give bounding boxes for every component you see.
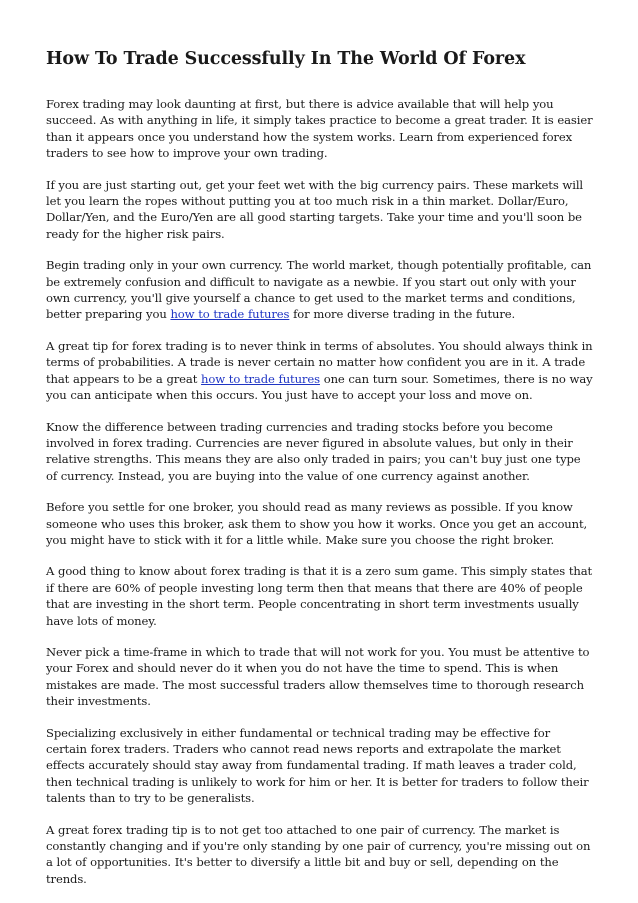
page-title: How To Trade Successfully In The World Of Forex — [46, 49, 526, 69]
paragraph-1: Forex trading may look daunting at first, but there is advice available that will help you succeed. As with anything in life, it simply takes practice to become a great trader. It is easier than it appears once you understand how the system works. Learn from experienced forex traders to see how to improve your own trading. — [46, 97, 593, 161]
paragraph-4 — [46, 338, 594, 404]
paragraph-5: Know the difference between trading currencies and trading stocks before you become involved in forex trading. Currencies are never figured in absolute values, but only in their relative strengths. This means they are also only traded in pairs; you can't buy just one type of currency. Instead, you are buying into the value of one currency against another. — [46, 419, 581, 483]
paragraph-3-text-before: Begin trading only in your own currency. The world market, though potentially profitable, can be extremely confusion and difficult to navigate as a newbie. If you start out only with your own currency, you'll give yourself a chance to get used to the market terms and conditions, better preparing you — [46, 258, 592, 322]
paragraph-2: If you are just starting out, get your feet wet with the big currency pairs. These markets will let you learn the ropes without putting you at too much risk in a thin market. Dollar/Euro, Dollar/Yen, and the Euro/Yen are all good starting targets. Take your time and you'll soon be ready for the higher risk pairs. — [46, 177, 584, 241]
paragraph-3 — [46, 257, 594, 323]
how-to-trade-futures-link[interactable]: how to trade futures — [201, 371, 320, 386]
paragraph-4-text-after: one can turn sour. Sometimes, there is no way you can anticipate when this occurs. You just have to accept your loss and move on. — [46, 371, 593, 403]
paragraph-7: A good thing to know about forex trading is that it is a zero sum game. This simply states that if there are 60% of people investing long term then that means that there are 40% of people that are investing in the short term. People concentrating in short term investments usually have lots of money. — [46, 564, 593, 628]
paragraph-9: Specializing exclusively in either fundamental or technical trading may be effective for certain forex traders. Traders who cannot read news reports and extrapolate the market effects accurately should stay away from fundamental trading. If math leaves a trader cold, then technical trading is unlikely to work for him or her. It is better for traders to follow their talents than to try to be generalists. — [46, 725, 589, 806]
paragraph-6: Before you settle for one broker, you should read as many reviews as possible. If you know someone who uses this broker, ask them to show you how it works. Once you get an account, you might have to stick with it for a little while. Make sure you choose the right broker. — [46, 500, 588, 547]
paragraph-3-text-after: for more diverse trading in the future. — [289, 307, 516, 322]
paragraph-8: Never pick a time-frame in which to trade that will not work for you. You must be attentive to your Forex and should never do it when you do not have the time to spend. This is when mistakes are made. The most successful traders allow themselves time to thorough research their investments. — [46, 644, 590, 709]
document-page — [46, 48, 594, 902]
paragraph-10: A great forex trading tip is to not get too attached to one pair of currency. The market is constantly changing and if you're only standing by one pair of currency, you're missing out on a lot of opportunities. It's better to diversify a little bit and buy or sell, depending on the trends. — [46, 822, 591, 886]
paragraph-4-text-before: A great tip for forex trading is to never think in terms of absolutes. You should always think in terms of probabilities. A trade is never certain no matter how confident you are in it. A trade that appears to be a great — [46, 338, 593, 386]
how-to-trade-futures-link[interactable]: how to trade futures — [170, 307, 290, 322]
